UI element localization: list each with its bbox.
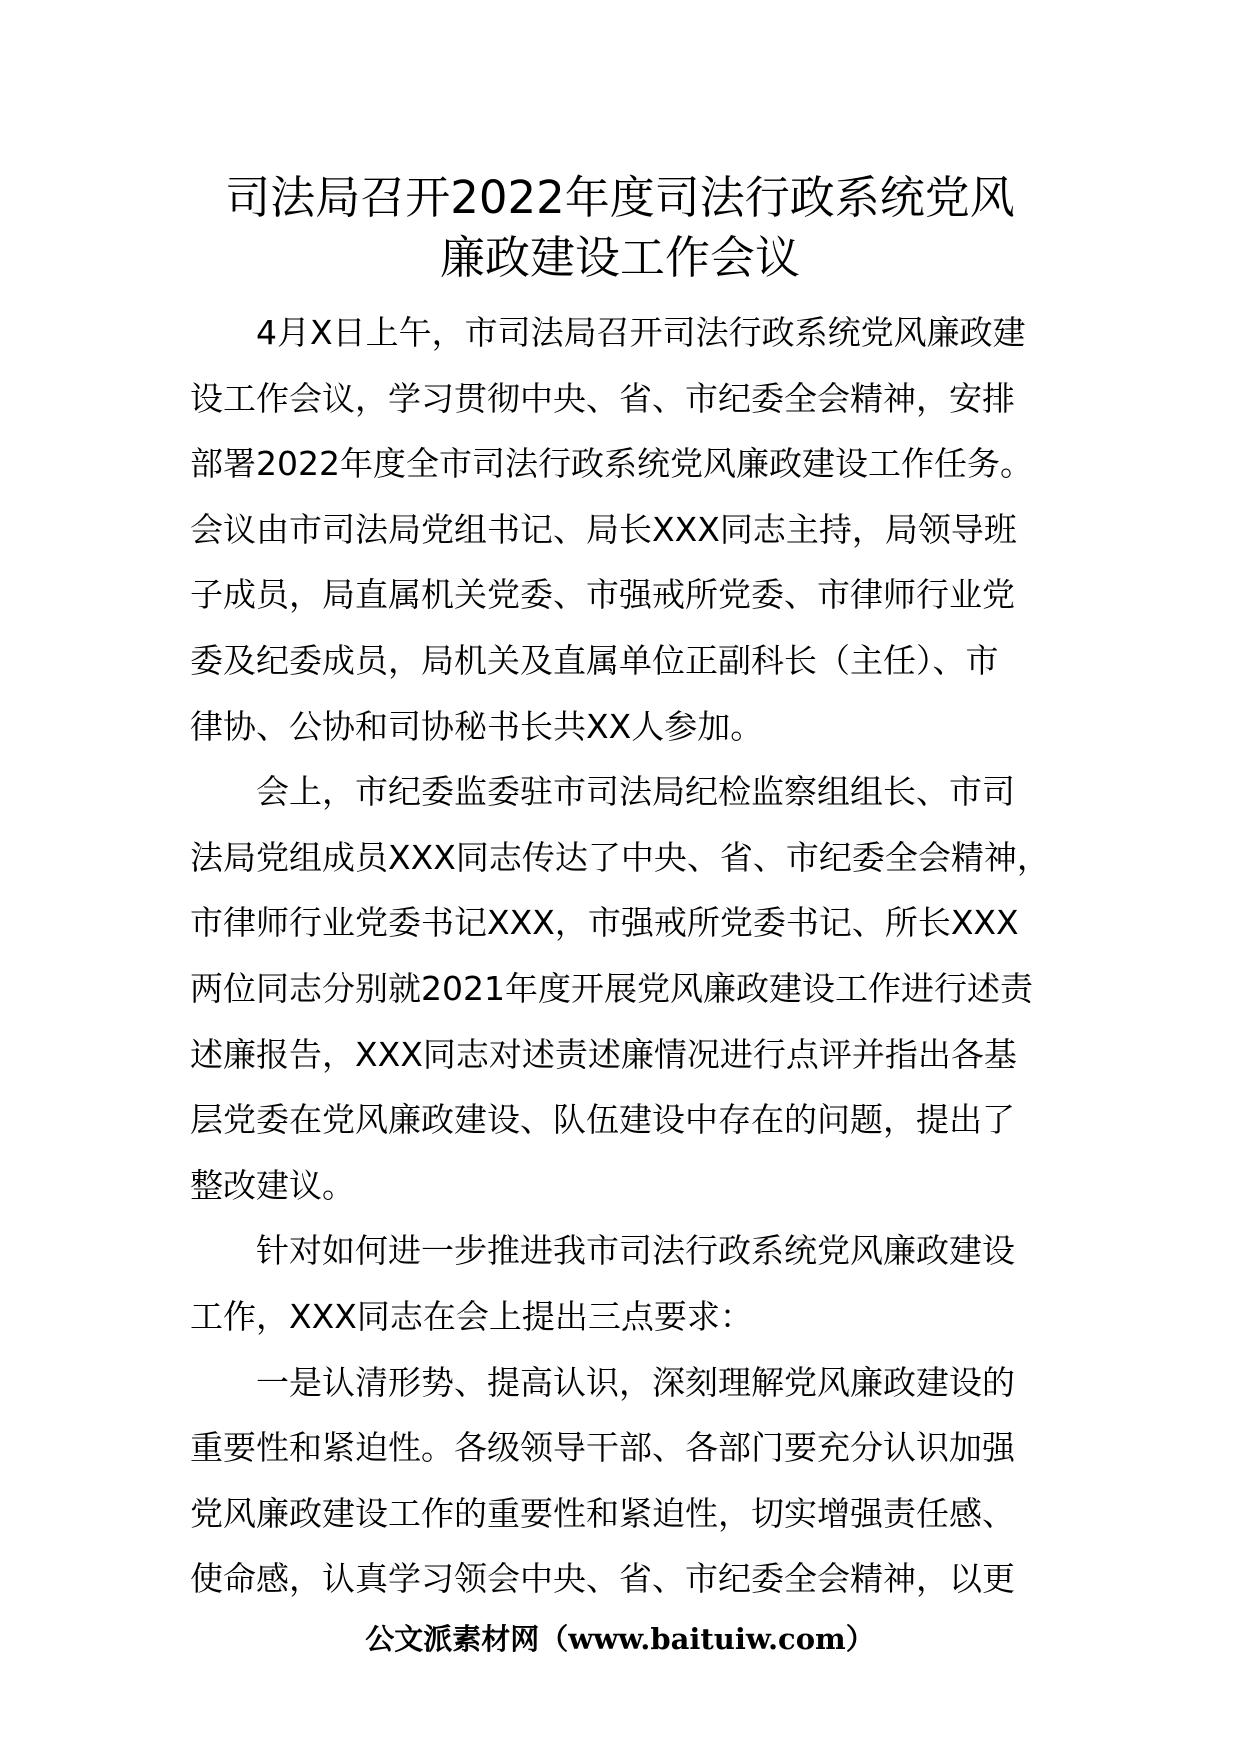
paragraph-1-line-4: 会议由市司法局党组书记、局长XXX同志主持，局领导班 [190, 509, 1017, 549]
paragraph-2-line-7: 整改建议。 [190, 1165, 355, 1205]
paragraph-2-line-6: 层党委在党风廉政建设、队伍建设中存在的问题，提出了 [190, 1100, 1015, 1140]
paragraph-1-line-7: 律协、公协和司协秘书长共XX人参加。 [190, 706, 764, 746]
paragraph-1-line-5: 子成员，局直属机关党委、市强戒所党委、市律师行业党 [190, 575, 1015, 615]
paragraph-1-line-2: 设工作会议，学习贯彻中央、省、市纪委全会精神，安排 [190, 378, 1015, 418]
paragraph-2-line-1: 会上，市纪委监委驻市司法局纪检监察组组长、市司 [256, 772, 1015, 812]
paragraph-2-line-3: 市律师行业党委书记XXX，市强戒所党委书记、所长XXX [190, 903, 1019, 943]
paragraph-3-line-1: 针对如何进一步推进我市司法行政系统党风廉政建设 [256, 1231, 1015, 1271]
paragraph-1-line-6: 委及纪委成员，局机关及直属单位正副科长（主任）、市 [190, 640, 999, 680]
paragraph-2-line-5: 述廉报告，XXX同志对述责述廉情况进行点评并指出各基 [190, 1034, 1017, 1074]
document-title [150, 168, 1090, 288]
paragraph-4-line-4: 使命感，认真学习领会中央、省、市纪委全会精神，以更 [190, 1559, 1015, 1599]
page-footer: 公文派素材网（www.baituiw.com） [365, 1622, 875, 1656]
paragraph-4-line-3: 党风廉政建设工作的重要性和紧迫性，切实增强责任感、 [190, 1493, 1015, 1533]
paragraph-1-line-1: 4月X日上午，市司法局召开司法行政系统党风廉政建 [256, 313, 1026, 352]
paragraph-2-line-2: 法局党组成员XXX同志传达了中央、省、市纪委全会精神， [190, 837, 1050, 877]
title-line-2: 廉政建设工作会议 [439, 231, 800, 284]
paragraph-4-line-1: 一是认清形势、提高认识，深刻理解党风廉政建设的 [256, 1362, 1015, 1402]
paragraph-3-line-2: 工作，XXX同志在会上提出三点要求： [190, 1296, 753, 1336]
paragraph-1-line-3: 部署2022年度全市司法行政系统党风廉政建设工作任务。 [190, 444, 1033, 484]
paragraph-2-line-4: 两位同志分别就2021年度开展党风廉政建设工作进行述责 [190, 968, 1033, 1008]
document-body [190, 300, 1070, 1612]
title-line-1: 司法局召开2022年度司法行政系统党风 [225, 171, 1015, 224]
paragraph-4-line-2: 重要性和紧迫性。各级领导干部、各部门要充分认识加强 [190, 1428, 1015, 1468]
